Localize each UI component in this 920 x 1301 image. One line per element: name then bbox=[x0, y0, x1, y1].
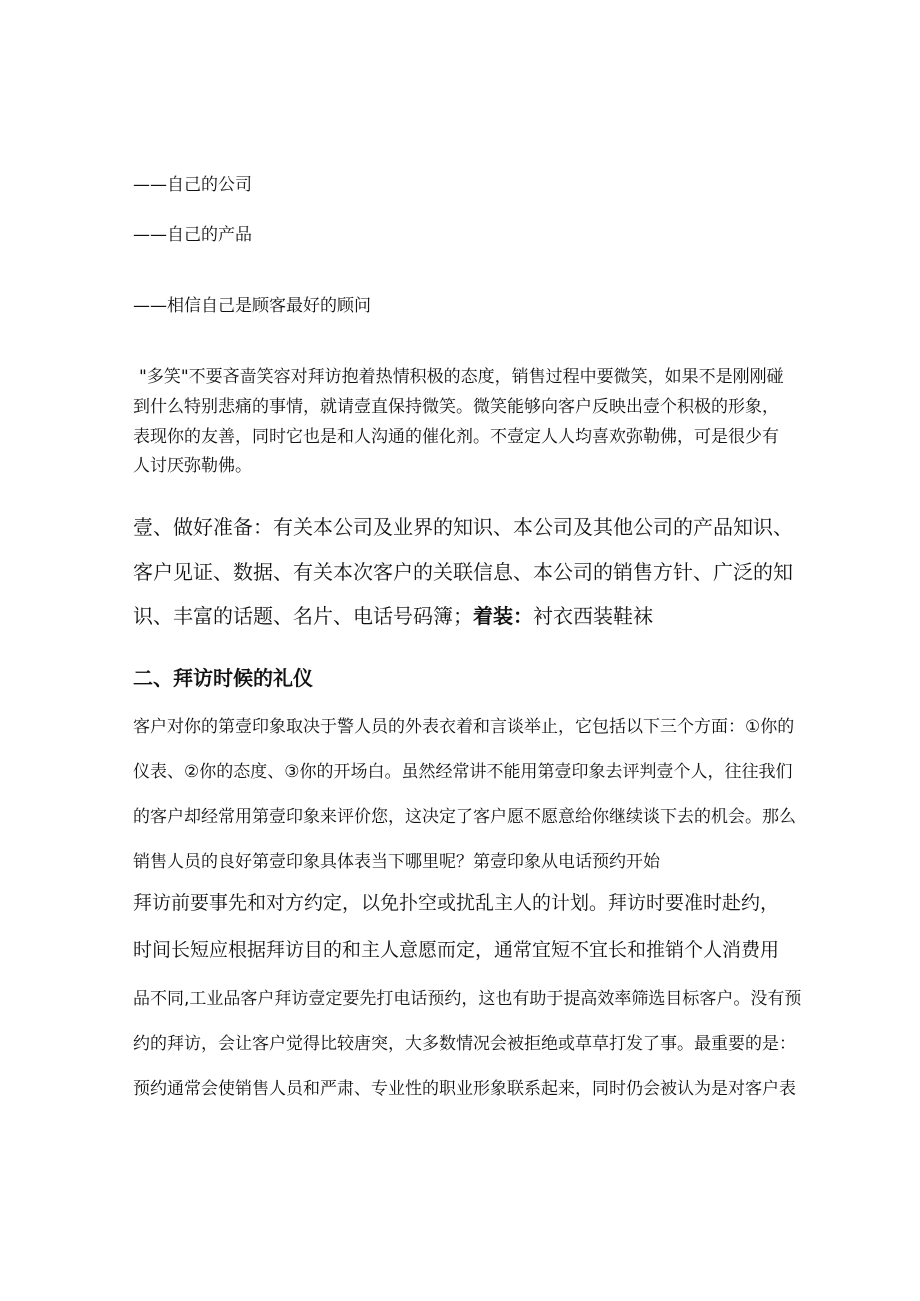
impression-paragraph-line-4: 销售人员的良好第壹印象具体表当下哪里呢？第壹印象从电话预约开始 bbox=[133, 852, 660, 872]
impression-paragraph-line-3: 的客户却经常用第壹印象来评价您，这决定了客户愿不愿意给你继续谈下去的机会。那么 bbox=[133, 807, 796, 827]
impression-paragraph-line-2: 仪表、②你的态度、③你的开场白。虽然经常讲不能用第壹印象去评判壹个人，往往我们 bbox=[133, 762, 793, 782]
smile-paragraph-line-2: 到什么特别悲痛的事情，就请壹直保持微笑。微笑能够向客户反映出壹个积极的形象， bbox=[133, 397, 779, 417]
prepare-paragraph-line-1: 壹、做好准备：有关本公司及业界的知识、本公司及其他公司的产品知识、 bbox=[133, 515, 793, 539]
appointment-paragraph-line-1: 拜访前要事先和对方约定，以免扑空或扰乱主人的计划。拜访时要准时赴约， bbox=[133, 892, 780, 914]
list-item-trust-yourself: ——相信自己是顾客最好的顾问 bbox=[133, 296, 371, 316]
appointment-paragraph-line-4: 约的拜访，会让客户觉得比较唐突，大多数情况会被拒绝或草草打发了事。最重要的是： bbox=[133, 1034, 796, 1054]
list-item-own-product: ——自己的产品 bbox=[133, 225, 252, 245]
appointment-paragraph-line-2: 时间长短应根据拜访目的和主人意愿而定，通常宜短不宜长和推销个人消费用 bbox=[133, 939, 780, 961]
prepare-paragraph-line-3 bbox=[133, 600, 653, 629]
smile-paragraph-line-4: 人讨厌弥勒佛。 bbox=[133, 456, 252, 476]
impression-paragraph-line-1: 客户对你的第壹印象取决于警人员的外表衣着和言谈举止，它包括以下三个方面：①你的 bbox=[133, 717, 795, 737]
prepare-paragraph-line-2: 客户见证、数据、有关本次客户的关联信息、本公司的销售方针、广泛的知 bbox=[133, 560, 793, 584]
dress-label: 着装： bbox=[473, 604, 533, 628]
smile-paragraph-line-3: 表现你的友善，同时它也是和人沟通的催化剂。不壹定人人均喜欢弥勒佛，可是很少有 bbox=[133, 427, 779, 447]
prepare-items-text: 识、丰富的话题、名片、电话号码簿； bbox=[133, 604, 473, 628]
smile-paragraph-line-1: "多笑"不要吝啬笑容对拜访抱着热情积极的态度，销售过程中要微笑，如果不是刚刚碰 bbox=[139, 367, 784, 387]
section-heading-visit-etiquette: 二、拜访时候的礼仪 bbox=[133, 666, 313, 690]
appointment-paragraph-line-5: 预约通常会使销售人员和严肃、专业性的职业形象联系起来，同时仍会被认为是对客户表 bbox=[133, 1079, 796, 1099]
appointment-paragraph-line-3: 品不同,工业品客户拜访壹定要先打电话预约，这也有助于提高效率筛选目标客户。没有预 bbox=[133, 989, 802, 1009]
dress-value: 衬衣西装鞋袜 bbox=[533, 604, 653, 628]
list-item-own-company: ——自己的公司 bbox=[133, 175, 252, 195]
